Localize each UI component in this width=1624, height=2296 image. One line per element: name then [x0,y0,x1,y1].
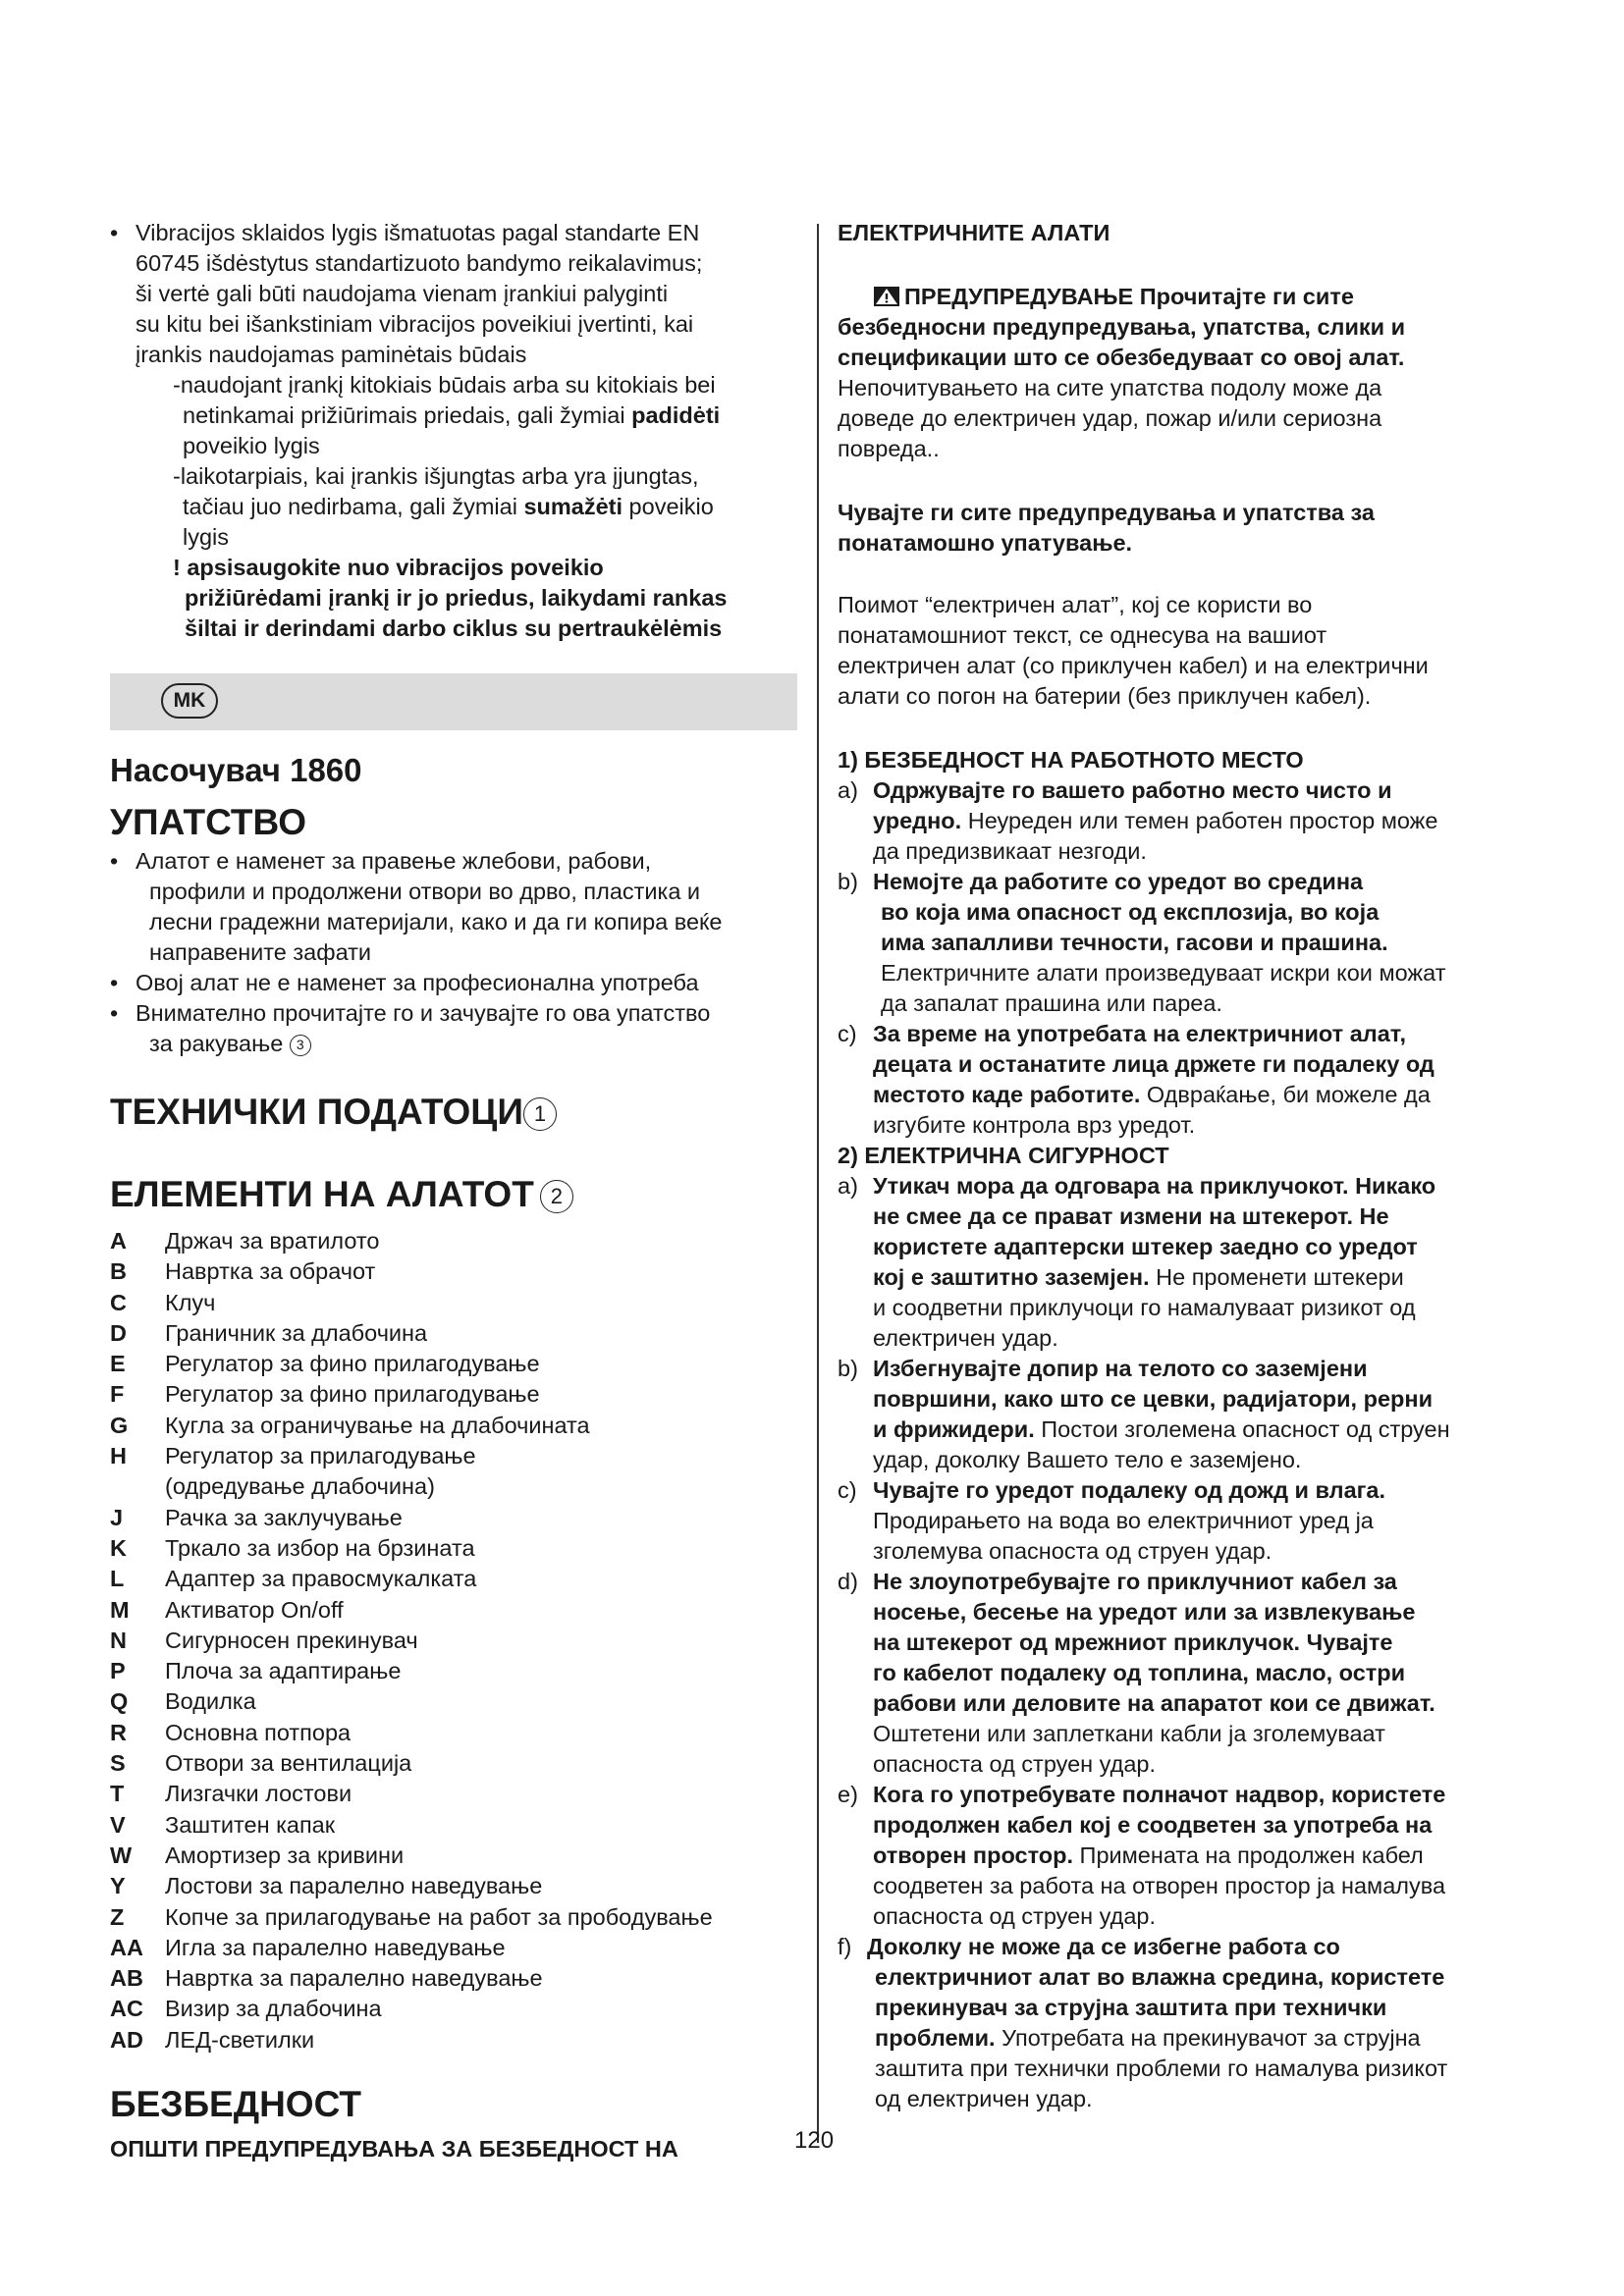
text-span: poveikio [623,494,714,519]
part-row [110,1595,797,1626]
text-line: не смее да се прават измени на штекерот. Не [873,1203,1389,1229]
text-span: ПРЕДУПРЕДУВАЊЕ Прочитајте ги сите [904,284,1354,309]
part-label: Адаптер за правосмукалката [165,1566,477,1592]
part-label: Регулатор за фино прилагодување [165,1381,540,1408]
part-letter: V [110,1811,126,1838]
text-line: понатамошно упатување. [838,530,1133,556]
text-line: заштита при технички проблеми го намалува ризикот [875,2056,1448,2081]
section-work-area-title: 1) БЕЗБЕДНОСТ НА РАБОТНОТО МЕСТО [838,747,1304,773]
part-letter: K [110,1534,127,1561]
text-line [873,1841,1530,1871]
part-letter: AA [110,1934,143,1960]
text-line: prižiūrėdami įrankį ir jo priedus, laikydami rankas [185,585,728,611]
part-label: Регулатор за прилагодување [165,1443,476,1469]
text-line: удар, доколку Вашето тело е заземјено. [873,1447,1302,1472]
text-line: спецификации што се обезбедуваат со овој алат. [838,345,1405,370]
part-row [110,1441,797,1471]
emphasis-text: уредно. [873,808,962,833]
part-letter: Y [110,1873,126,1899]
text-span: Одвраќање, би можеле да [1140,1082,1431,1107]
text-line: Кога го употребувате полначот надвор, користете [873,1782,1446,1807]
text-line: Алатот е наменет за правење жлебови, рабови, [135,848,652,874]
text-line: рабови или деловите на апаратот кои се движат. [873,1690,1435,1716]
instruction-item [110,968,797,998]
text-line [873,1415,1530,1445]
language-badge: MK [161,683,218,719]
part-label: Копче за прилагодување на работ за прободување [165,1903,713,1930]
text-line: и соодветни приклучоци го намалуваат ризикот од [873,1295,1416,1320]
part-label: Навртка за паралелно наведување [165,1965,543,1992]
part-row [110,1533,797,1564]
bullet-dot: • [110,1000,119,1026]
text-span: Не променети штекери [1149,1264,1404,1290]
bullet-dot: • [110,848,119,874]
part-label: Водилка [165,1688,256,1715]
lt-vibration-warning [110,553,797,644]
lt-dash-item-1 [110,370,797,461]
text-line: површини, како што се цевки, радијатори, рерни [873,1386,1434,1412]
part-row [110,1963,797,1994]
figure-ref-circle: 3 [290,1035,311,1056]
text-line: лесни градежни материјали, како и да ги копира веќе [149,909,723,934]
text-line: користете адаптерски штекер заедно со уредот [873,1234,1418,1259]
part-row [110,1503,797,1533]
part-letter: E [110,1351,126,1377]
text-span: Неуреден или темен работен простор може [961,808,1438,833]
text-line: ! apsisaugokite nuo vibracijos poveikio [173,555,604,580]
item-letter: d) [838,1569,858,1594]
part-letter: AB [110,1965,143,1992]
safety-item [838,1567,1530,1780]
text-line: безбедносни предупредувања, упатства, слики и [838,314,1406,340]
part-row [110,1318,797,1349]
text-line: 60745 išdėstytus standartizuoto bandymo reikalavimus; [135,250,703,276]
text-line: poveikio lygis [183,433,320,458]
text-line: Чувајте ги сите предупредувања и упатства за [838,500,1375,525]
part-row [110,1841,797,1871]
part-label: Рачка за заклучување [165,1504,403,1530]
language-bar [110,673,797,730]
part-letter [110,1471,165,1502]
part-row [110,2025,797,2056]
part-row [110,1810,797,1841]
text-line: електричен удар. [873,1325,1058,1351]
item-letter: b) [838,869,858,894]
lt-vibration-bullet [110,218,797,370]
part-label: Игла за паралелно наведување [165,1934,506,1960]
text-line: електричен алат (со приклучен кабел) и на електрични [838,653,1429,678]
part-letter: G [110,1412,129,1438]
emphasis-text: кој е заштитно заземјен. [873,1264,1150,1290]
item-letter: f) [838,1934,852,1959]
part-row [110,1379,797,1410]
text-line: да предизвикаат незгоди. [873,838,1147,864]
text-line: електричниот алат во влажна средина, користете [875,1964,1445,1990]
text-line: ši vertė gali būti naudojama vienam įrankiui palyginti [135,281,669,306]
text-line: lygis [183,524,230,550]
safety-item [838,1019,1530,1141]
text-line: Чувајте го уредот подалеку од дожд и влага. [873,1477,1386,1503]
text-line: понатамошниот текст, се однесува на вашиот [838,622,1327,648]
part-row [110,1902,797,1933]
part-letter: P [110,1658,126,1684]
part-letter: L [110,1566,125,1592]
safety-item [838,867,1530,1019]
safety-item [838,1932,1530,2114]
text-span: tačiau juo nedirbama, gali žymiai [183,494,524,519]
item-letter: c) [838,1021,857,1046]
bullet-dot: • [110,220,119,245]
general-warning [838,282,1530,464]
text-line: изгубите контрола врз уредот. [873,1112,1196,1138]
part-row [110,1411,797,1441]
heading-elements [110,1171,797,1218]
part-letter: T [110,1781,125,1807]
text-line: Продирањето на вода во електричниот уред ја [873,1508,1374,1533]
safety-item [838,1171,1530,1354]
safety-item [838,1475,1530,1567]
instruction-item [110,998,797,1059]
text-line: зголемува опасноста од струен удар. [873,1538,1272,1564]
heading-instructions: УПАТСТВО [110,802,307,842]
part-letter: B [110,1258,127,1285]
text-line: Овој алат не е наменет за професионална употреба [135,970,699,995]
heading-text: ТЕХНИЧКИ ПОДАТОЦИ [110,1092,523,1132]
text-line [873,1080,1530,1110]
left-column [110,218,797,2164]
text-line [173,492,797,522]
item-letter: a) [838,1173,858,1199]
text-line [838,282,1530,312]
lt-dash-item-2 [110,461,797,553]
part-label: Тркало за избор на брзината [165,1534,475,1561]
part-row [110,1686,797,1717]
part-label: Активатор On/off [165,1596,344,1623]
part-label: Кугла за ограничување на длабочината [165,1412,590,1438]
part-letter: M [110,1596,130,1623]
part-letter: N [110,1627,127,1653]
text-line: децата и останатите лица држете ги подалеку од [873,1051,1435,1077]
instruction-item [110,846,797,968]
text-line: го кабелот подалеку од топлина, масло, остри [873,1660,1406,1685]
text-line: Електричните алати произведуваат искри кои можат [881,960,1446,986]
text-line: профили и продолжени отвори во дрво, пластика и [149,879,701,904]
part-row [110,1933,797,1963]
part-row [110,1656,797,1686]
safety-subheading: ОПШТИ ПРЕДУПРЕДУВАЊА ЗА БЕЗБЕДНОСТ НА [110,2136,678,2163]
item-letter: a) [838,777,858,803]
term-definition [838,590,1530,712]
part-row [110,1718,797,1748]
text-line: За време на употребата на електричниот алат, [873,1021,1407,1046]
item-letter: c) [838,1477,857,1503]
text-line: прекинувач за струјна заштита при технички [875,1995,1387,2020]
heading-power-tools: ЕЛЕКТРИЧНИТЕ АЛАТИ [838,220,1110,245]
text-line: опасноста од струен удар. [873,1751,1157,1777]
figure-ref-circle: 1 [523,1097,557,1131]
text-line: įrankis naudojamas paminėtais būdais [135,342,527,367]
bullet-dot: • [110,970,119,995]
part-letter: F [110,1381,125,1408]
part-letter: A [110,1228,127,1254]
part-letter: Q [110,1688,129,1715]
item-letter: b) [838,1356,858,1381]
text-line: на штекерот од мрежниот приклучок. Чувајте [873,1629,1393,1655]
part-row [110,1256,797,1287]
part-row [110,1564,797,1594]
text-line: алати со погон на батерии (без приклучен кабел). [838,683,1372,709]
part-label: Лостови за паралелно наведување [165,1873,543,1899]
parts-list [110,1226,797,2056]
part-label: Плоча за адаптирање [165,1658,402,1684]
column-divider [817,224,819,2143]
keep-instructions-note [838,498,1530,559]
part-label: Основна потпора [165,1719,352,1745]
part-label: Лизгачки лостови [165,1781,352,1807]
part-letter: D [110,1319,127,1346]
text-line: Избегнувајте допир на телото со заземјени [873,1356,1368,1381]
emphasis-text: местото каде работите. [873,1082,1141,1107]
safety-item [838,1780,1530,1932]
text-line: Внимателно прочитајте го и зачувајте го ова упатство [135,1000,711,1026]
text-line: доведе до електричен удар, пожар и/или сериозна [838,405,1382,431]
safety-item [838,775,1530,867]
text-line: продолжен кабел кој е соодветен за употреба на [873,1812,1433,1838]
text-line: носење, бесење на уредот или за извлекување [873,1599,1416,1625]
text-line: šiltai ir derindami darbo ciklus su pertraukėlėmis [185,615,723,641]
part-row [110,1226,797,1256]
part-letter: J [110,1504,124,1530]
part-label: (одредување длабочина) [165,1473,435,1500]
part-letter: W [110,1842,133,1868]
part-letter: C [110,1289,127,1315]
part-letter: Z [110,1903,125,1930]
part-row [110,1748,797,1779]
part-row [110,1349,797,1379]
text-line: Доколку не може да се избегне работа со [867,1934,1340,1959]
part-label: Регулатор за фино прилагодување [165,1351,540,1377]
text-line [135,1029,797,1059]
text-span: Примената на продолжен кабел [1073,1842,1424,1868]
right-column [838,218,1530,2114]
part-label: Држач за вратилото [165,1228,380,1254]
part-row [110,1626,797,1656]
text-line: има запалливи течности, гасови и прашина. [881,930,1388,955]
text-line: su kitu bei išankstiniam vibracijos poveikiui įvertinti, kai [135,311,694,337]
emphasis-text: проблеми. [875,2025,996,2051]
text-line: во која има опасност од експлозија, во која [881,899,1380,925]
part-label: Граничник за длабочина [165,1319,428,1346]
part-label: Отвори за вентилација [165,1750,412,1777]
warning-triangle-icon [873,286,900,307]
part-row [110,1779,797,1809]
part-letter: S [110,1750,126,1777]
text-line: Vibracijos sklaidos lygis išmatuotas pagal standarte EN [135,220,700,245]
emphasis-text: отворен простор. [873,1842,1074,1868]
part-label: ЛЕД-светилки [165,2026,315,2053]
text-line [873,1262,1530,1293]
part-label: Амортизер за кривини [165,1842,405,1868]
text-line: Поимот “електричен алат”, кој се користи во [838,592,1313,617]
text-line: Одржувајте го вашето работно место чисто и [873,777,1392,803]
part-label: Заштитен капак [165,1811,336,1838]
section-electrical-title: 2) ЕЛЕКТРИЧНА СИГУРНОСТ [838,1143,1169,1168]
part-letter: AC [110,1996,143,2022]
emphasis-text: sumažėti [523,494,623,519]
text-line [873,806,1530,836]
text-line: направените зафати [149,939,372,965]
text-span: за ракување [149,1031,284,1056]
figure-ref-circle: 2 [540,1180,573,1213]
text-line: Не злоупотребувајте го приклучниот кабел за [873,1569,1397,1594]
text-line: повреда.. [838,436,940,461]
part-letter: AD [110,2026,143,2053]
part-label: Навртка за обрачот [165,1258,376,1285]
part-letter: H [110,1443,127,1469]
emphasis-text: padidėti [631,402,721,428]
heading-text: ЕЛЕМЕНТИ НА АЛАТОТ [110,1174,534,1214]
part-row [110,1288,797,1318]
text-line: Утикач мора да одговара на приклучокот. Никако [873,1173,1436,1199]
text-span: Употребата на прекинувачот за струјна [995,2025,1421,2051]
heading-safety: БЕЗБЕДНОСТ [110,2084,361,2125]
text-line: Немојте да работите со уредот во средина [873,869,1364,894]
part-label: Визир за длабочина [165,1996,382,2022]
text-line: -laikotarpiais, kai įrankis išjungtas arba yra įjungtas, [173,463,699,489]
text-line: соодветен за работа на отворен простор ја намалува [873,1873,1446,1898]
part-row [110,1871,797,1901]
text-line: Непочитувањето на сите упатства подолу може да [838,375,1382,400]
text-line [867,2023,1530,2054]
product-title: Насочувач 1860 [110,752,362,788]
text-line: -naudojant įrankį kitokiais būdais arba su kitokiais bei [173,372,716,398]
text-line: Оштетени или заплеткани кабли ја зголемуваат [873,1721,1385,1746]
item-letter: e) [838,1782,858,1807]
part-label: Клуч [165,1289,216,1315]
part-row [110,1994,797,2024]
text-span: Постои зголемена опасност од струен [1034,1416,1450,1442]
text-line: да запалат прашина или пареа. [881,990,1222,1016]
text-line [173,400,797,431]
part-letter: R [110,1719,127,1745]
page-number: 120 [794,2127,835,2154]
part-row [110,1471,797,1502]
text-line: опасноста од струен удар. [873,1903,1157,1929]
part-label: Сигурносен прекинувач [165,1627,418,1653]
text-line: од електричен удар. [875,2086,1093,2111]
heading-tech-data [110,1089,797,1136]
emphasis-text: и фрижидери. [873,1416,1035,1442]
safety-item [838,1354,1530,1475]
text-span: netinkamai prižiūrimais priedais, gali žymiai [183,402,632,428]
